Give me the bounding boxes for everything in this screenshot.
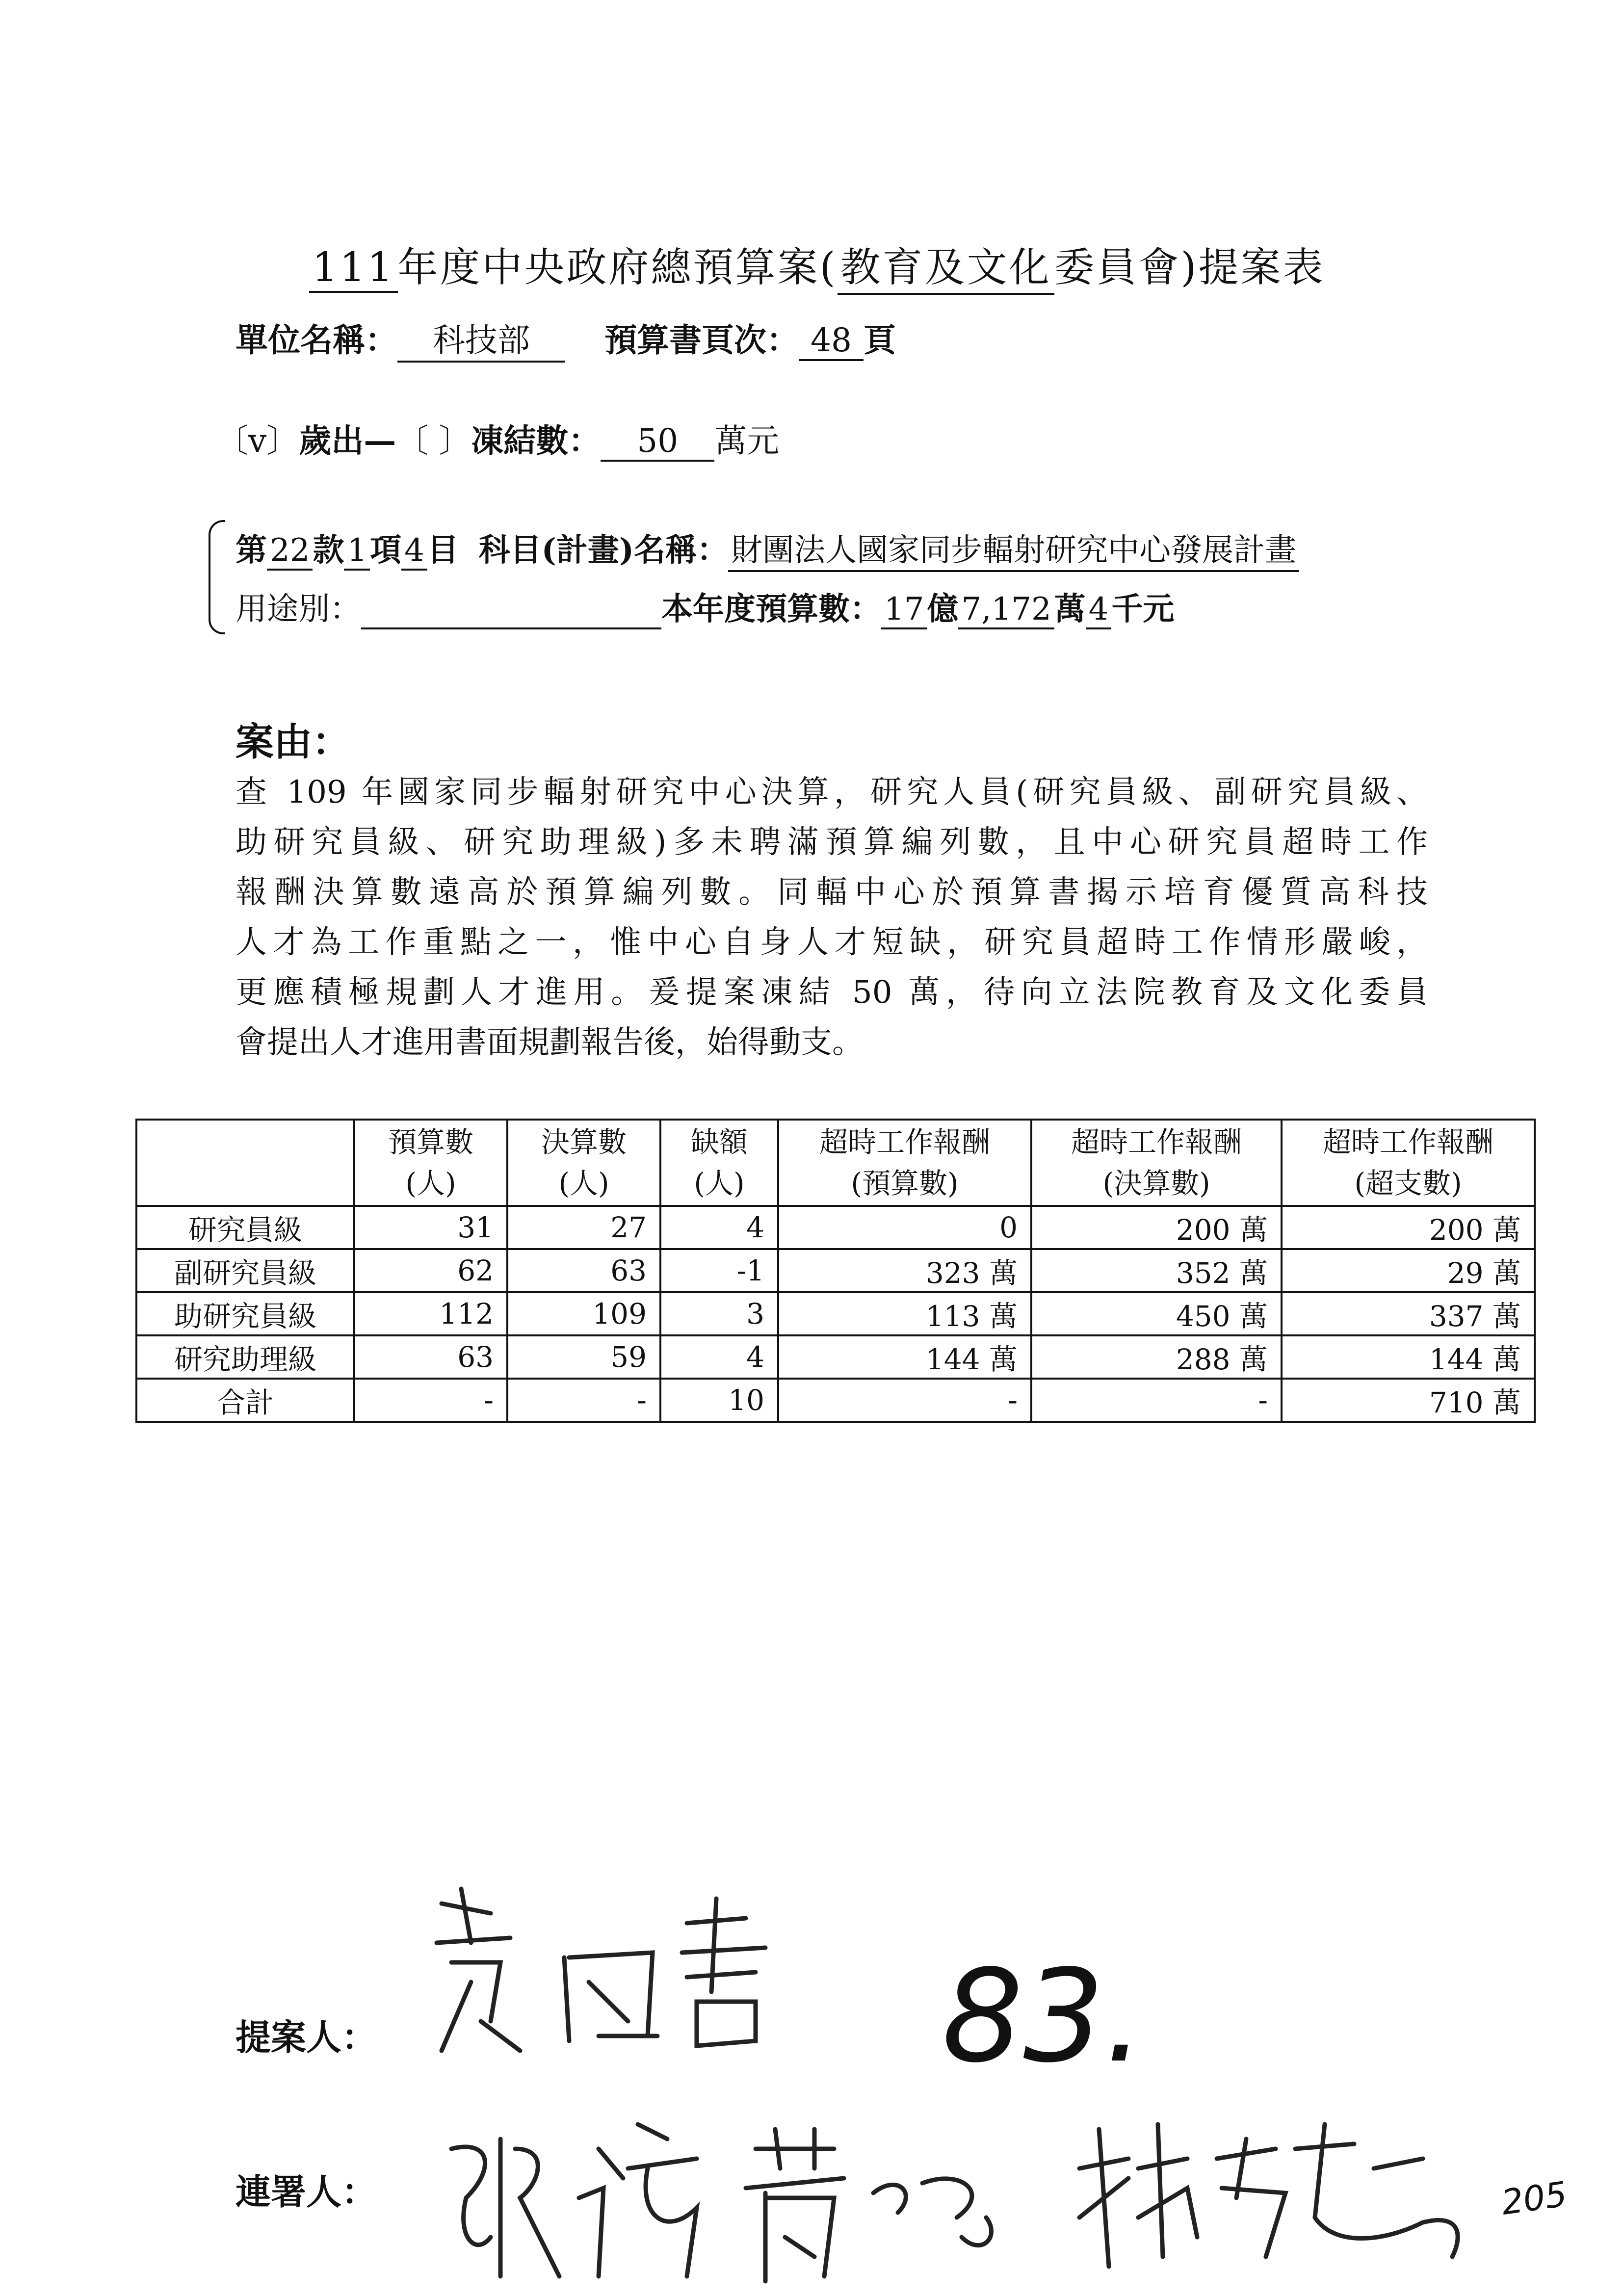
item-text: 第 — [236, 532, 267, 569]
table-cell: 59 — [507, 1335, 660, 1379]
table-cell: 3 — [660, 1292, 778, 1335]
column-header-text: 缺額 — [690, 1125, 748, 1159]
reason-line: 查 109 年國家同步輻射研究中心決算，研究人員(研究員級、副研究員級、 — [236, 774, 1428, 810]
item-text: 項 — [370, 532, 402, 569]
column-header-text: (人) — [694, 1167, 745, 1200]
unit-value: 科技部 — [397, 314, 565, 363]
proposer-signature — [437, 1889, 765, 2051]
item-text: 款 — [313, 532, 344, 569]
title-text-end: 委員會)提案表 — [1054, 244, 1325, 291]
reason-line: 報酬決算數遠高於預算編列數。同輻中心於預算書揭示培育優質高科技 — [236, 874, 1428, 911]
column-header-text: 超時工作報酬 — [1322, 1125, 1493, 1159]
budget-qian: 4 — [1086, 591, 1112, 629]
table-cell: 63 — [354, 1335, 507, 1379]
page-label: 預算書頁次： — [604, 321, 799, 359]
table-cell: 337 萬 — [1282, 1292, 1535, 1335]
unit-label: 單位名稱： — [236, 321, 397, 359]
handwritten-page-number: 205 — [1498, 2174, 1570, 2223]
row-label: 助研究員級 — [136, 1292, 354, 1335]
reason-line: 會提出人才進用書面規劃報告後，始得動支。 — [236, 1024, 864, 1061]
table-cell: 450 萬 — [1031, 1292, 1282, 1335]
proposer-label: 提案人： — [236, 2016, 377, 2058]
item-name-label: 科目(計畫)名稱： — [478, 532, 729, 569]
budget-label: 本年度預算數： — [661, 591, 881, 627]
title-year: 111 — [309, 244, 398, 293]
reason-title: 案由： — [236, 720, 351, 764]
table-cell: - — [354, 1379, 507, 1422]
item-xiang: 1 — [344, 532, 370, 571]
item-name: 財團法人國家同步輻射研究中心發展計畫 — [728, 525, 1299, 572]
item-kuan: 22 — [267, 532, 313, 571]
table-cell: 200 萬 — [1282, 1206, 1535, 1249]
table-cell: - — [507, 1379, 660, 1422]
table-cell: -1 — [660, 1249, 778, 1292]
table-cell: 10 — [660, 1379, 778, 1422]
table-cell: 27 — [507, 1206, 660, 1249]
table-cell: 0 — [778, 1206, 1031, 1249]
title-text: 年度中央政府總預算案( — [397, 244, 838, 291]
table-cell: 144 萬 — [1282, 1335, 1535, 1379]
column-header-text: (預算數) — [851, 1167, 959, 1200]
column-header-text: 決算數 — [541, 1125, 627, 1159]
column-header-text: 預算數 — [388, 1125, 473, 1159]
column-header-text: (決算數) — [1102, 1167, 1210, 1200]
reason-line: 更應積極規劃人才進用。爰提案凍結 50 萬，待向立法院教育及文化委員 — [236, 974, 1428, 1011]
handwritten-number: 83. — [942, 1943, 1145, 2091]
table-cell: 323 萬 — [778, 1249, 1031, 1292]
table-cell: 113 萬 — [778, 1292, 1031, 1335]
table-cell: 288 萬 — [1031, 1335, 1282, 1379]
table-cell: 29 萬 — [1282, 1249, 1535, 1292]
row-label: 研究助理級 — [136, 1335, 354, 1379]
table-cell: - — [1031, 1379, 1282, 1422]
cosigner-label: 連署人： — [236, 2171, 377, 2213]
freeze-checkbox: 〔 〕 — [396, 422, 471, 460]
table-cell: 62 — [354, 1249, 507, 1292]
expenditure-checkbox: 〔v〕 — [216, 422, 299, 460]
column-header-text: (人) — [405, 1167, 456, 1200]
table-cell: 710 萬 — [1282, 1379, 1535, 1422]
table-cell: 63 — [507, 1249, 660, 1292]
row-label: 副研究員級 — [136, 1249, 354, 1292]
item-mu: 4 — [401, 532, 427, 571]
column-header-text: 超時工作報酬 — [819, 1125, 990, 1159]
table-cell: 4 — [660, 1335, 778, 1379]
column-header-text: 超時工作報酬 — [1071, 1125, 1242, 1159]
budget-yi: 17 — [881, 591, 927, 629]
title-committee: 教育及文化 — [838, 235, 1054, 295]
budget-unit: 萬 — [1054, 591, 1086, 627]
table-cell: 109 — [507, 1292, 660, 1335]
freeze-label: 凍結數： — [471, 421, 601, 460]
page-value: 48 — [799, 321, 864, 361]
page-suffix: 頁 — [864, 321, 896, 359]
cosigner-signatures — [451, 2124, 1458, 2281]
expenditure-label: 歲出— — [299, 421, 396, 460]
table-cell: 31 — [354, 1206, 507, 1249]
row-label: 研究員級 — [136, 1206, 354, 1249]
freeze-amount: 50 — [601, 422, 714, 462]
row-label: 合計 — [136, 1379, 354, 1422]
budget-unit: 千元 — [1111, 591, 1175, 627]
table-cell: 352 萬 — [1031, 1249, 1282, 1292]
column-header-text: (超支數) — [1354, 1167, 1462, 1200]
item-text: 目 — [427, 532, 459, 569]
use-label: 用途別： — [236, 591, 361, 627]
table-cell: - — [778, 1379, 1031, 1422]
table-cell: 4 — [660, 1206, 778, 1249]
column-header-text: (人) — [558, 1167, 609, 1200]
freeze-suffix: 萬元 — [714, 422, 780, 460]
budget-wan: 7,172 — [958, 591, 1054, 629]
budget-unit: 億 — [927, 591, 959, 627]
table-cell: 144 萬 — [778, 1335, 1031, 1379]
table-cell: 200 萬 — [1031, 1206, 1282, 1249]
reason-line: 助研究員級、研究助理級)多未聘滿預算編列數，且中心研究員超時工作 — [236, 824, 1428, 861]
reason-line: 人才為工作重點之一，惟中心自身人才短缺，研究員超時工作情形嚴峻， — [236, 924, 1428, 961]
table-cell: 112 — [354, 1292, 507, 1335]
